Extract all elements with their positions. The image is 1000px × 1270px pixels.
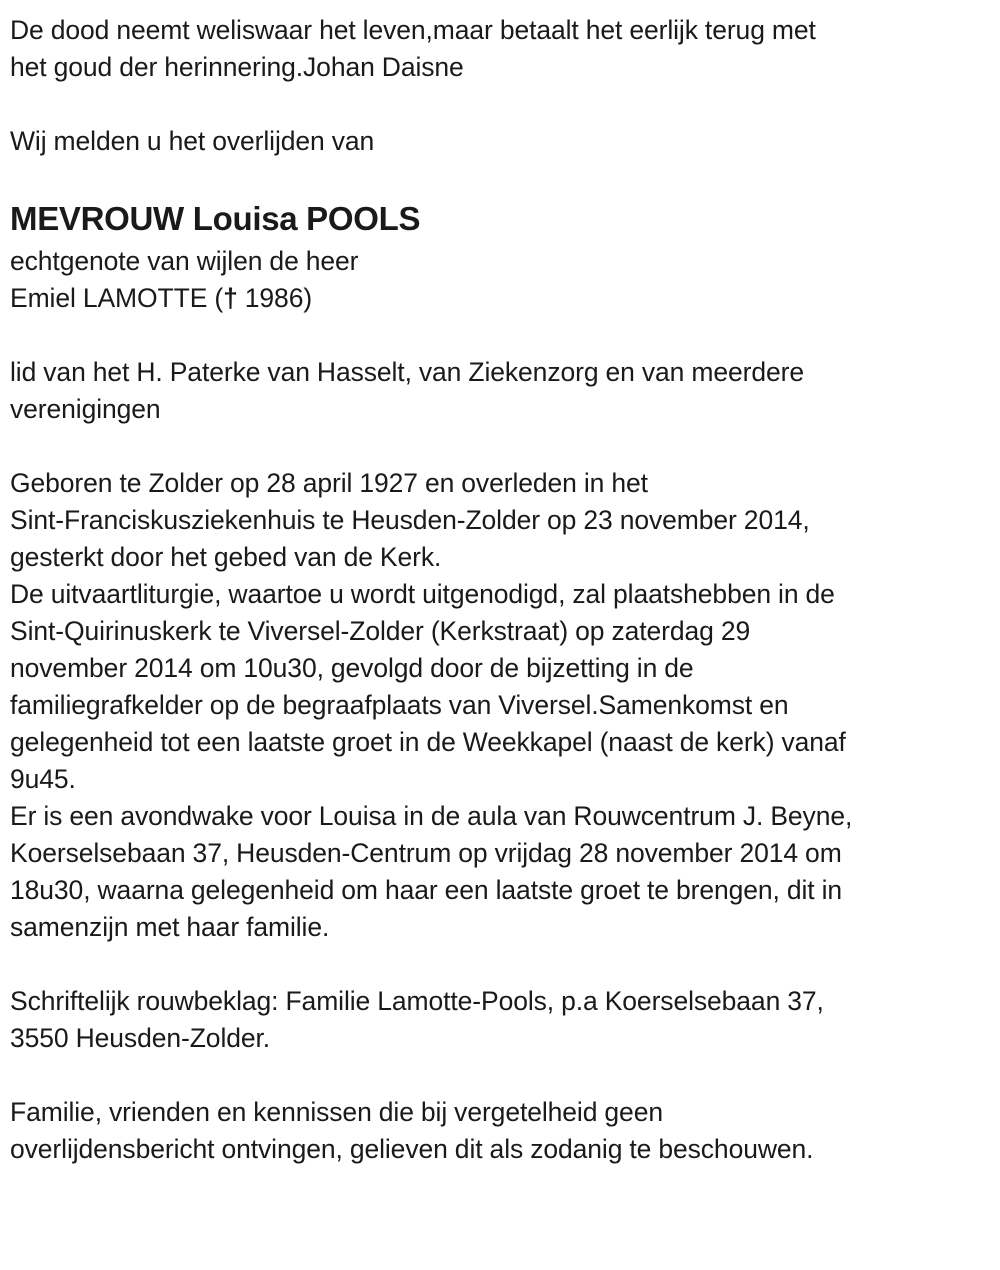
quote-block	[10, 12, 992, 86]
spouse-relation: echtgenote van wijlen de heer	[10, 246, 359, 276]
life-details-line-11: Koerselsebaan 37, Heusden-Centrum op vrijdag 28 november 2014 om	[10, 838, 842, 868]
closing-block	[10, 1094, 992, 1168]
memberships-block	[10, 354, 992, 428]
life-details-line-7: familiegrafkelder op de begraafplaats van Viversel.Samenkomst en	[10, 690, 789, 720]
closing-line-2: overlijdensbericht ontvingen, gelieven dit als zodanig te beschouwen.	[10, 1134, 814, 1164]
spouse-name-line	[10, 280, 992, 317]
life-details-line-8: gelegenheid tot een laatste groet in de Weekkapel (naast de kerk) vanaf	[10, 727, 846, 757]
quote-line-2: het goud der herinnering.Johan Daisne	[10, 52, 464, 82]
condolences-line-1: Schriftelijk rouwbeklag: Familie Lamotte-Pools, p.a Koerselsebaan 37,	[10, 986, 824, 1016]
spouse-death-year: 1986)	[237, 283, 313, 313]
deceased-name-heading: MEVROUW Louisa POOLS	[10, 200, 421, 237]
life-details-line-10: Er is een avondwake voor Louisa in de aula van Rouwcentrum J. Beyne,	[10, 801, 853, 831]
life-details-line-12: 18u30, waarna gelegenheid om haar een laatste groet te brengen, dit in	[10, 875, 843, 905]
dagger-icon: †	[223, 283, 238, 313]
condolences-block	[10, 983, 992, 1057]
deceased-block	[10, 197, 992, 317]
life-details-line-2: Sint-Franciskusziekenhuis te Heusden-Zolder op 23 november 2014,	[10, 505, 810, 535]
life-details-line-1: Geboren te Zolder op 28 april 1927 en overleden in het	[10, 468, 648, 498]
closing-line-1: Familie, vrienden en kennissen die bij vergetelheid geen	[10, 1097, 663, 1127]
memberships-line-1: lid van het H. Paterke van Hasselt, van Ziekenzorg en van meerdere	[10, 357, 804, 387]
life-details-block	[10, 465, 992, 946]
life-details-line-5: Sint-Quirinuskerk te Viversel-Zolder (Kerkstraat) op zaterdag 29	[10, 616, 751, 646]
life-details-line-4: De uitvaartliturgie, waartoe u wordt uitgenodigd, zal plaatshebben in de	[10, 579, 835, 609]
life-details-line-6: november 2014 om 10u30, gevolgd door de bijzetting in de	[10, 653, 694, 683]
announcement-block	[10, 123, 992, 160]
quote-line-1: De dood neemt weliswaar het leven,maar betaalt het eerlijk terug met	[10, 15, 816, 45]
spouse-name-prefix: Emiel LAMOTTE (	[10, 283, 224, 313]
memberships-line-2: verenigingen	[10, 394, 161, 424]
life-details-line-3: gesterkt door het gebed van de Kerk.	[10, 542, 442, 572]
condolences-line-2: 3550 Heusden-Zolder.	[10, 1023, 271, 1053]
life-details-line-9: 9u45.	[10, 764, 76, 794]
life-details-line-13: samenzijn met haar familie.	[10, 912, 330, 942]
announcement-intro: Wij melden u het overlijden van	[10, 126, 375, 156]
